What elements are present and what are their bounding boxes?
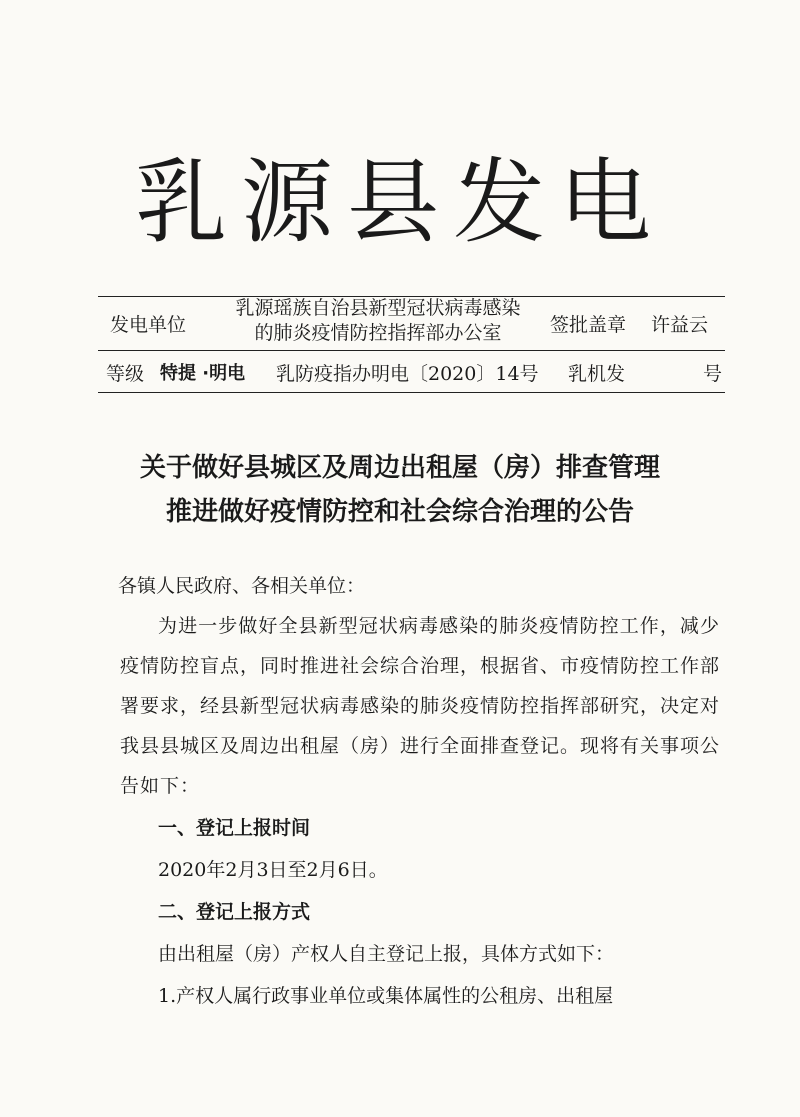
document-number: 乳防疫指办明电〔2020〕14号	[276, 363, 539, 385]
item-1-text: 1.产权人属行政事业单位或集体属性的公租房、出租屋	[158, 985, 614, 1007]
header-rule-middle	[98, 350, 725, 351]
number-suffix: 号	[703, 363, 723, 385]
machine-label: 乳机发	[568, 363, 626, 385]
section-2-title: 二、登记上报方式	[158, 901, 311, 923]
notice-body	[120, 566, 720, 1016]
heading-line-1: 关于做好县城区及周边出租屋（房）排查管理	[139, 453, 660, 483]
sender-label: 发电单位	[110, 314, 187, 336]
grade-label: 等级	[106, 363, 145, 385]
salutation: 各镇人民政府、各相关单位：	[118, 575, 366, 597]
sender-name	[208, 296, 548, 346]
section-1-text: 2020年2月3日至2月6日。	[158, 859, 388, 881]
notice-heading	[60, 446, 740, 534]
header-rule-bottom	[98, 392, 725, 393]
section-1-title: 一、登记上报时间	[158, 817, 311, 839]
intro-paragraph: 为进一步做好全县新型冠状病毒感染的肺炎疫情防控工作，减少疫情防控盲点，同时推进社会综合治理，根据省、市疫情防控工作部署要求，经县新型冠状病毒感染的肺炎疫情防控指挥部研究，决定对我县县城区及周边出租屋（房）进行全面排查登记。现将有关事项公告如下：	[120, 615, 721, 797]
approver-name: 许益云	[651, 314, 709, 336]
header-row-grade	[98, 356, 725, 386]
section-2-text: 由出租屋（房）产权人自主登记上报，具体方式如下：	[158, 943, 615, 965]
sender-line-1: 乳源瑶族自治县新型冠状病毒感染	[235, 297, 521, 319]
document-title: 乳源县发电	[134, 149, 665, 256]
grade-value: 特提 ·明电	[160, 363, 246, 384]
approval-label: 签批盖章	[550, 314, 627, 336]
heading-line-2: 推进做好疫情防控和社会综合治理的公告	[165, 497, 634, 527]
sender-line-2: 的肺炎疫情防控指挥部办公室	[254, 322, 502, 344]
header-row-sender	[98, 296, 725, 348]
